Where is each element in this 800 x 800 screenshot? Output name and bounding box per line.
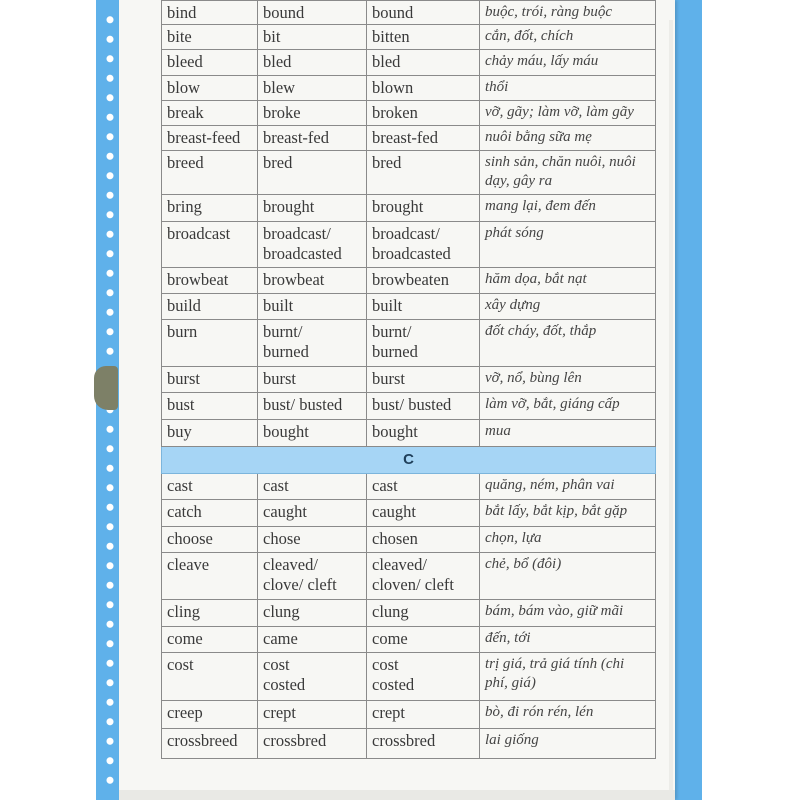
- meaning-cell: vỡ, gãy; làm vỡ, làm gãy: [480, 101, 656, 126]
- table-row: [162, 50, 656, 76]
- past-simple-cell: crept: [258, 701, 367, 729]
- table-row: [162, 126, 656, 151]
- past-simple-cell-line: cleaved/: [263, 555, 318, 574]
- table-row: [162, 474, 656, 500]
- past-simple-cell-line: clove/ cleft: [263, 575, 337, 594]
- past-simple-cell: [258, 553, 367, 600]
- past-participle-cell: bought: [367, 420, 480, 447]
- table-row: [162, 320, 656, 367]
- table-row: [162, 151, 656, 195]
- past-simple-cell-line: broadcasted: [263, 244, 342, 263]
- past-simple-cell: came: [258, 627, 367, 653]
- meaning-cell: hăm dọa, bắt nạt: [480, 268, 656, 294]
- meaning-cell: vỡ, nổ, bùng lên: [480, 367, 656, 393]
- past-participle-cell: bred: [367, 151, 480, 195]
- past-participle-cell: [367, 653, 480, 701]
- base-form-cell: blow: [162, 76, 258, 101]
- past-simple-cell-line: burned: [263, 342, 309, 361]
- past-simple-cell: browbeat: [258, 268, 367, 294]
- past-participle-cell: [367, 222, 480, 268]
- base-form-cell: build: [162, 294, 258, 320]
- table-row: [162, 553, 656, 600]
- table-row: [162, 701, 656, 729]
- base-form-cell: break: [162, 101, 258, 126]
- meaning-cell: mang lại, đem đến: [480, 195, 656, 222]
- book-page: [119, 0, 675, 800]
- past-simple-cell: bred: [258, 151, 367, 195]
- table-row: [162, 25, 656, 50]
- binder-clip: [94, 366, 118, 410]
- past-simple-cell: cast: [258, 474, 367, 500]
- table-row: [162, 195, 656, 222]
- meaning-cell: chảy máu, lấy máu: [480, 50, 656, 76]
- meaning-cell: mua: [480, 420, 656, 447]
- meaning-cell: nuôi bằng sữa mẹ: [480, 126, 656, 151]
- section-letter: C: [162, 447, 656, 474]
- base-form-cell: cost: [162, 653, 258, 701]
- past-participle-cell: built: [367, 294, 480, 320]
- past-simple-cell: blew: [258, 76, 367, 101]
- past-simple-cell: brought: [258, 195, 367, 222]
- past-participle-cell: bled: [367, 50, 480, 76]
- meaning-cell: làm vỡ, bắt, giáng cấp: [480, 393, 656, 420]
- past-participle-cell: come: [367, 627, 480, 653]
- past-simple-cell: bust/ busted: [258, 393, 367, 420]
- table-row: [162, 268, 656, 294]
- past-simple-cell-line: broadcast/: [263, 224, 331, 243]
- table-row: [162, 729, 656, 759]
- base-form-cell: breast-feed: [162, 126, 258, 151]
- meaning-cell: lai giống: [480, 729, 656, 759]
- past-simple-cell: bit: [258, 25, 367, 50]
- base-form-cell: cast: [162, 474, 258, 500]
- past-participle-cell: crossbred: [367, 729, 480, 759]
- past-participle-cell: browbeaten: [367, 268, 480, 294]
- base-form-cell: buy: [162, 420, 258, 447]
- past-participle-cell-line: cost: [372, 655, 399, 674]
- base-form-cell: bind: [162, 1, 258, 25]
- past-participle-cell-line: broadcasted: [372, 244, 451, 263]
- past-simple-cell: chose: [258, 527, 367, 553]
- past-participle-cell: bitten: [367, 25, 480, 50]
- meaning-cell: đến, tới: [480, 627, 656, 653]
- page-edge: [669, 20, 673, 800]
- past-simple-cell: crossbred: [258, 729, 367, 759]
- table-row: [162, 393, 656, 420]
- table-row: [162, 222, 656, 268]
- base-form-cell: bring: [162, 195, 258, 222]
- base-form-cell: catch: [162, 500, 258, 527]
- past-participle-cell: breast-fed: [367, 126, 480, 151]
- past-participle-cell: bust/ busted: [367, 393, 480, 420]
- past-participle-cell-line: broadcast/: [372, 224, 440, 243]
- past-participle-cell: brought: [367, 195, 480, 222]
- table-row: [162, 653, 656, 701]
- table-row: [162, 367, 656, 393]
- table-row: [162, 500, 656, 527]
- table-row: [162, 627, 656, 653]
- table-row: [162, 1, 656, 25]
- past-simple-cell: bought: [258, 420, 367, 447]
- past-simple-cell: built: [258, 294, 367, 320]
- meaning-cell: xây dựng: [480, 294, 656, 320]
- past-simple-cell: bound: [258, 1, 367, 25]
- past-participle-cell: blown: [367, 76, 480, 101]
- table-row: [162, 101, 656, 126]
- past-participle-cell-line: burned: [372, 342, 418, 361]
- past-simple-cell-line: burnt/: [263, 322, 303, 341]
- base-form-cell: crossbreed: [162, 729, 258, 759]
- past-participle-cell: cast: [367, 474, 480, 500]
- base-form-cell: breed: [162, 151, 258, 195]
- past-participle-cell: clung: [367, 600, 480, 627]
- table-row: [162, 600, 656, 627]
- past-participle-cell: [367, 553, 480, 600]
- past-participle-cell-line: cloven/ cleft: [372, 575, 455, 594]
- meaning-cell: chọn, lựa: [480, 527, 656, 553]
- past-simple-cell: [258, 653, 367, 701]
- irregular-verb-table: [161, 0, 656, 759]
- past-simple-cell: broke: [258, 101, 367, 126]
- base-form-cell: cleave: [162, 553, 258, 600]
- meaning-cell: quăng, ném, phân vai: [480, 474, 656, 500]
- past-simple-cell: burst: [258, 367, 367, 393]
- meaning-cell: bám, bám vào, giữ mãi: [480, 600, 656, 627]
- base-form-cell: broadcast: [162, 222, 258, 268]
- page-bottom-edge: [119, 790, 675, 800]
- section-c-header: [162, 447, 656, 474]
- meaning-cell: buộc, trói, ràng buộc: [480, 1, 656, 25]
- past-simple-cell: [258, 222, 367, 268]
- past-participle-cell: crept: [367, 701, 480, 729]
- section-b-rows: [162, 1, 656, 447]
- table-row: [162, 420, 656, 447]
- past-simple-cell-line: costed: [263, 675, 306, 694]
- past-simple-cell: [258, 320, 367, 367]
- past-participle-cell: broken: [367, 101, 480, 126]
- meaning-cell: sinh sản, chăn nuôi, nuôi dạy, gây ra: [480, 151, 656, 195]
- meaning-cell: trị giá, trả giá tính (chi phí, giá): [480, 653, 656, 701]
- past-participle-cell: [367, 320, 480, 367]
- table-row: [162, 527, 656, 553]
- meaning-cell: bắt lấy, bắt kịp, bắt gặp: [480, 500, 656, 527]
- past-participle-cell-line: burnt/: [372, 322, 412, 341]
- meaning-cell: thổi: [480, 76, 656, 101]
- base-form-cell: burn: [162, 320, 258, 367]
- meaning-cell: phát sóng: [480, 222, 656, 268]
- past-participle-cell-line: cleaved/: [372, 555, 427, 574]
- meaning-cell: cắn, đốt, chích: [480, 25, 656, 50]
- section-c-rows: [162, 474, 656, 759]
- base-form-cell: choose: [162, 527, 258, 553]
- base-form-cell: cling: [162, 600, 258, 627]
- base-form-cell: burst: [162, 367, 258, 393]
- table-row: [162, 294, 656, 320]
- past-participle-cell: burst: [367, 367, 480, 393]
- past-participle-cell-line: costed: [372, 675, 415, 694]
- past-participle-cell: bound: [367, 1, 480, 25]
- past-simple-cell: bled: [258, 50, 367, 76]
- meaning-cell: bò, đi rón rén, lén: [480, 701, 656, 729]
- base-form-cell: creep: [162, 701, 258, 729]
- past-participle-cell: caught: [367, 500, 480, 527]
- table-row: [162, 76, 656, 101]
- base-form-cell: come: [162, 627, 258, 653]
- past-simple-cell: caught: [258, 500, 367, 527]
- base-form-cell: browbeat: [162, 268, 258, 294]
- base-form-cell: bleed: [162, 50, 258, 76]
- base-form-cell: bust: [162, 393, 258, 420]
- past-simple-cell: clung: [258, 600, 367, 627]
- meaning-cell: chẻ, bổ (đôi): [480, 553, 656, 600]
- past-simple-cell: breast-fed: [258, 126, 367, 151]
- past-participle-cell: chosen: [367, 527, 480, 553]
- meaning-cell: đốt cháy, đốt, thắp: [480, 320, 656, 367]
- past-simple-cell-line: cost: [263, 655, 290, 674]
- base-form-cell: bite: [162, 25, 258, 50]
- section-header-row: [162, 447, 656, 474]
